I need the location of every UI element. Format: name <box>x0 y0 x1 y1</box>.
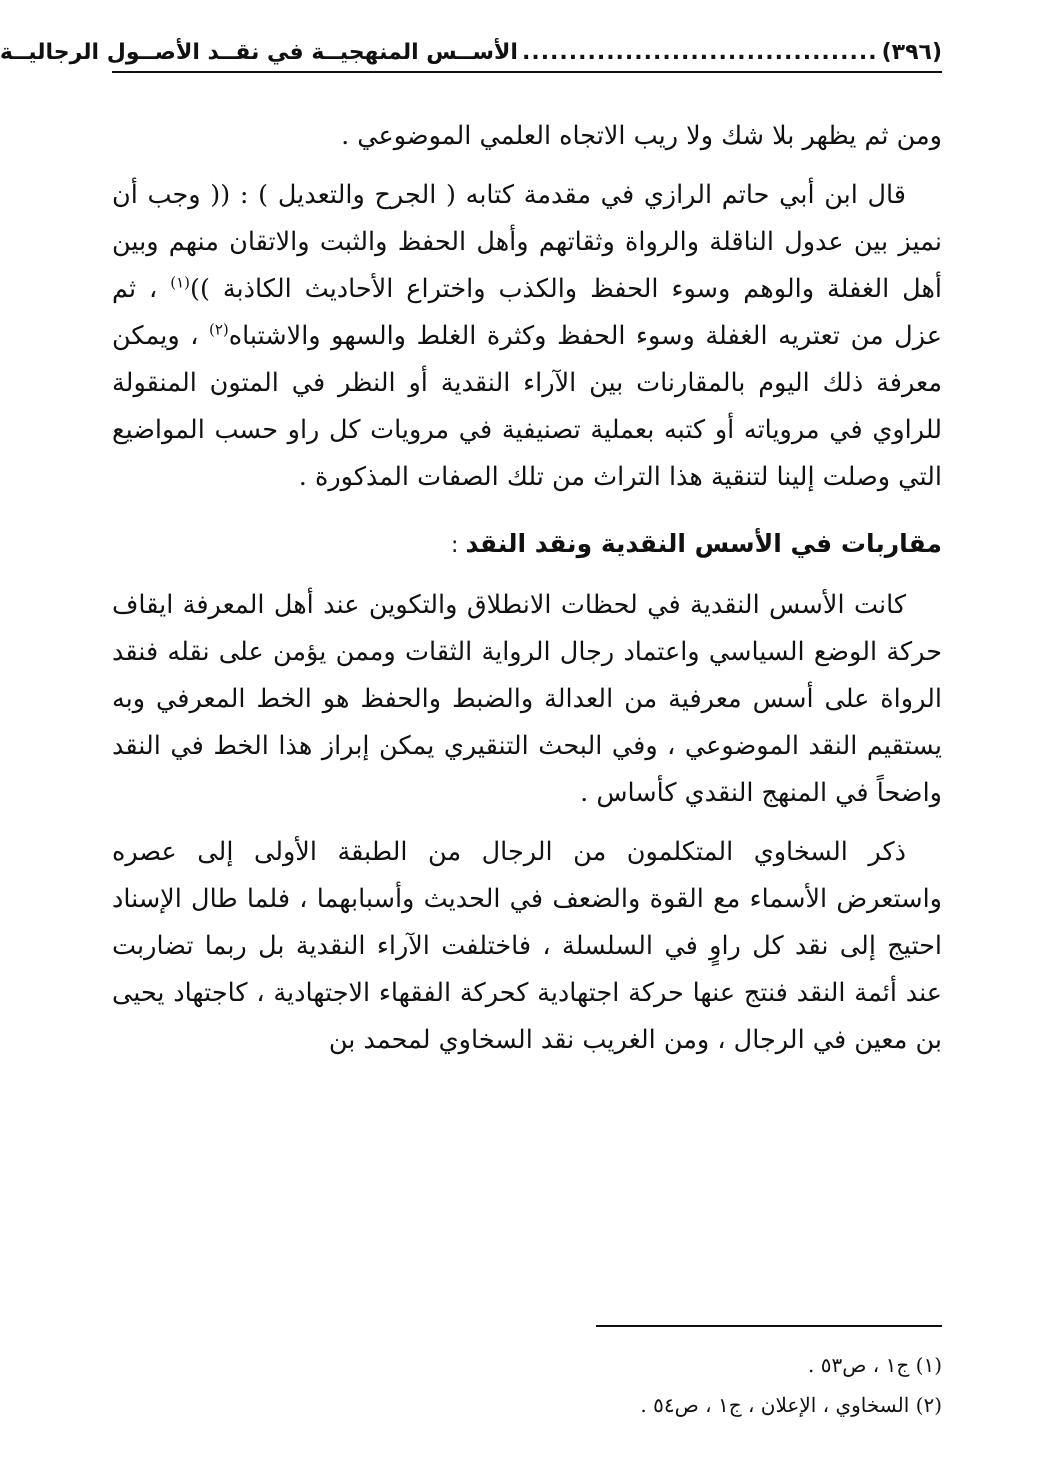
paragraph-2 <box>112 172 942 501</box>
paragraph-2-part-2: ، ثم عزل من تعتريه الغفلة وسوء الحفظ وكثرة الغلط والسهو والاشتباه <box>112 274 942 351</box>
paragraph-2-part-1: قال ابن أبي حاتم الرازي في مقدمة كتابه ( الجرح والتعديل ) : (( وجب أن نميز بين عدول الناقلة والرواة وثقاتهم وأهل الحفظ والثبت والاتقان منهم وبين أهل الغفلة والوهم وسوء الحفظ والكذب واختراع الأحاديث الكاذبة )) <box>112 180 942 304</box>
footnotes <box>112 1345 942 1425</box>
paragraph-3: كانت الأسس النقدية في لحظات الانطلاق والتكوين عند أهل المعرفة ايقاف حركة الوضع السياسي واعتماد رجال الرواية الثقات وممن يؤمن على نقله فنقد الرواة على أسس معرفية من العدالة والضبط والحفظ هو الخط المعرفي وبه يستقيم النقد الموضوعي ، وفي البحث التنقيري يمكن إبراز هذا الخط في النقد واضحاً في المنهج النقدي كأساس . <box>112 590 942 808</box>
paragraph-1: ومن ثم يظهر بلا شك ولا ريب الاتجاه العلمي الموضوعي . <box>341 121 942 151</box>
leader-dots: ...................................... <box>521 40 878 65</box>
footnote-1: (١) ج١ ، ص٥٣ . <box>808 1353 942 1377</box>
paragraph-2-part-3: ، ويمكن معرفة ذلك اليوم بالمقارنات بين الآراء النقدية أو النظر في المتون المنقولة للراوي في مروياته أو كتبه بعملية تصنيفية في مرويات كل راو حسب المواضيع التي وصلت إلينا لتنقية هذا التراث من تلك الصفات المذكورة . <box>112 321 942 492</box>
paragraph-4: ذكر السخاوي المتكلمون من الرجال من الطبقة الأولى إلى عصره واستعرض الأسماء مع القوة والضعف في الحديث وأسبابهما ، فلما طال الإسناد احتيج إلى نقد كل راوٍ في السلسلة ، فاختلفت الآراء النقدية بل ربما تضاربت عند أئمة النقد فنتج عنها حركة اجتهادية كحركة الفقهاء الاجتهادية ، كاجتهاد يحيى بن معين في الرجال ، ومن الغريب نقد السخاوي لمحمد بن <box>112 837 942 1055</box>
page-number: (٣٩٦) <box>881 40 942 65</box>
footnote-2: (٢) السخاوي ، الإعلان ، ج١ ، ص٥٤ . <box>640 1393 942 1417</box>
section-heading-colon: : <box>451 533 466 558</box>
section-heading <box>112 529 942 558</box>
footnote-divider <box>596 1325 942 1327</box>
book-page <box>0 40 942 1417</box>
main-text <box>112 113 942 1064</box>
running-title: الأســس المنهجيــة في نقــد الأصــول الرجاليــة <box>0 40 518 65</box>
footnote-ref-2[interactable]: (٢) <box>208 320 229 339</box>
section-heading-title: مقاربات في الأسس النقدية ونقد النقد <box>465 529 942 558</box>
running-header <box>0 40 942 73</box>
footnote-ref-1[interactable]: (١) <box>170 273 191 292</box>
